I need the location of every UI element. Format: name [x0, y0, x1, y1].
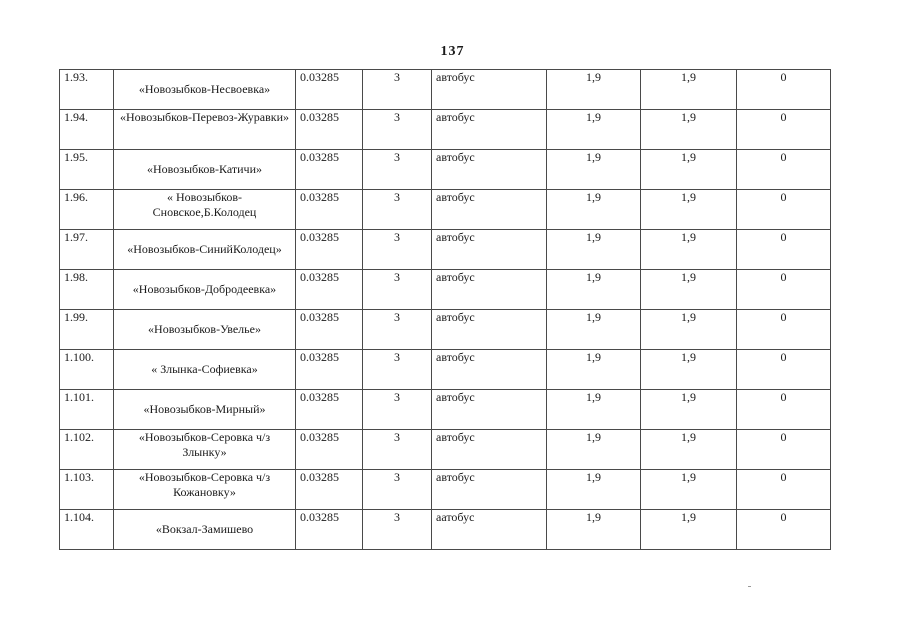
route-name-cell: «Новозыбков-Катичи» — [114, 150, 296, 190]
vehicle-type-cell: автобус — [432, 110, 547, 150]
distance-cell: 0.03285 — [296, 470, 363, 510]
vehicle-type-cell: автобус — [432, 430, 547, 470]
route-name-cell: «Новозыбков-Несвоевка» — [114, 70, 296, 110]
value-1-cell: 1,9 — [547, 510, 641, 550]
row-number-cell: 1.104. — [60, 510, 114, 550]
value-1-cell: 1,9 — [547, 310, 641, 350]
value-2-cell: 1,9 — [641, 230, 737, 270]
value-3-cell: 0 — [737, 470, 831, 510]
vehicle-type-cell: автобус — [432, 350, 547, 390]
route-name-cell: «Новозыбков-Увелье» — [114, 310, 296, 350]
table-row — [60, 270, 831, 310]
count-cell: 3 — [363, 70, 432, 110]
value-3-cell: 0 — [737, 390, 831, 430]
value-1-cell: 1,9 — [547, 190, 641, 230]
value-3-cell: 0 — [737, 430, 831, 470]
table-row — [60, 190, 831, 230]
distance-cell: 0.03285 — [296, 110, 363, 150]
route-name-cell: « Злынка-Софиевка» — [114, 350, 296, 390]
count-cell: 3 — [363, 190, 432, 230]
table-row — [60, 230, 831, 270]
vehicle-type-cell: автобус — [432, 390, 547, 430]
value-2-cell: 1,9 — [641, 350, 737, 390]
table-row — [60, 310, 831, 350]
value-1-cell: 1,9 — [547, 390, 641, 430]
value-3-cell: 0 — [737, 350, 831, 390]
value-2-cell: 1,9 — [641, 270, 737, 310]
value-1-cell: 1,9 — [547, 230, 641, 270]
vehicle-type-cell: автобус — [432, 190, 547, 230]
value-1-cell: 1,9 — [547, 150, 641, 190]
table-row — [60, 110, 831, 150]
value-2-cell: 1,9 — [641, 390, 737, 430]
count-cell: 3 — [363, 430, 432, 470]
distance-cell: 0.03285 — [296, 310, 363, 350]
row-number-cell: 1.100. — [60, 350, 114, 390]
value-2-cell: 1,9 — [641, 430, 737, 470]
value-3-cell: 0 — [737, 190, 831, 230]
distance-cell: 0.03285 — [296, 150, 363, 190]
route-name-cell: «Новозыбков-Мирный» — [114, 390, 296, 430]
route-name-cell: «Новозыбков-Перевоз-Журавки» — [114, 110, 296, 150]
table-row — [60, 150, 831, 190]
route-name-cell: «Вокзал-Замишево — [114, 510, 296, 550]
distance-cell: 0.03285 — [296, 430, 363, 470]
count-cell: 3 — [363, 230, 432, 270]
table-row — [60, 510, 831, 550]
distance-cell: 0.03285 — [296, 70, 363, 110]
value-3-cell: 0 — [737, 230, 831, 270]
row-number-cell: 1.94. — [60, 110, 114, 150]
distance-cell: 0.03285 — [296, 270, 363, 310]
route-name-cell: «Новозыбков-СинийКолодец» — [114, 230, 296, 270]
row-number-cell: 1.101. — [60, 390, 114, 430]
value-1-cell: 1,9 — [547, 110, 641, 150]
value-2-cell: 1,9 — [641, 510, 737, 550]
value-2-cell: 1,9 — [641, 310, 737, 350]
distance-cell: 0.03285 — [296, 390, 363, 430]
distance-cell: 0.03285 — [296, 510, 363, 550]
table-row — [60, 470, 831, 510]
value-2-cell: 1,9 — [641, 470, 737, 510]
value-2-cell: 1,9 — [641, 150, 737, 190]
value-2-cell: 1,9 — [641, 190, 737, 230]
route-name-cell: « Новозыбков-Сновское,Б.Колодец — [114, 190, 296, 230]
count-cell: 3 — [363, 310, 432, 350]
vehicle-type-cell: аатобус — [432, 510, 547, 550]
value-3-cell: 0 — [737, 110, 831, 150]
value-2-cell: 1,9 — [641, 110, 737, 150]
route-name-cell: «Новозыбков-Добродеевка» — [114, 270, 296, 310]
vehicle-type-cell: автобус — [432, 230, 547, 270]
value-3-cell: 0 — [737, 270, 831, 310]
row-number-cell: 1.95. — [60, 150, 114, 190]
value-3-cell: 0 — [737, 70, 831, 110]
count-cell: 3 — [363, 110, 432, 150]
route-name-cell: «Новозыбков-Серовка ч/з Злынку» — [114, 430, 296, 470]
row-number-cell: 1.93. — [60, 70, 114, 110]
vehicle-type-cell: автобус — [432, 270, 547, 310]
value-1-cell: 1,9 — [547, 350, 641, 390]
distance-cell: 0.03285 — [296, 230, 363, 270]
distance-cell: 0.03285 — [296, 350, 363, 390]
count-cell: 3 — [363, 150, 432, 190]
route-name-cell: «Новозыбков-Серовка ч/з Кожановку» — [114, 470, 296, 510]
scan-speck — [748, 586, 751, 587]
count-cell: 3 — [363, 270, 432, 310]
count-cell: 3 — [363, 510, 432, 550]
count-cell: 3 — [363, 470, 432, 510]
row-number-cell: 1.103. — [60, 470, 114, 510]
row-number-cell: 1.99. — [60, 310, 114, 350]
distance-cell: 0.03285 — [296, 190, 363, 230]
value-3-cell: 0 — [737, 310, 831, 350]
value-1-cell: 1,9 — [547, 470, 641, 510]
vehicle-type-cell: автобус — [432, 70, 547, 110]
value-1-cell: 1,9 — [547, 270, 641, 310]
row-number-cell: 1.96. — [60, 190, 114, 230]
row-number-cell: 1.98. — [60, 270, 114, 310]
value-3-cell: 0 — [737, 510, 831, 550]
vehicle-type-cell: автобус — [432, 310, 547, 350]
count-cell: 3 — [363, 350, 432, 390]
table-row — [60, 350, 831, 390]
row-number-cell: 1.102. — [60, 430, 114, 470]
value-2-cell: 1,9 — [641, 70, 737, 110]
value-1-cell: 1,9 — [547, 70, 641, 110]
routes-table — [59, 69, 831, 550]
value-3-cell: 0 — [737, 150, 831, 190]
count-cell: 3 — [363, 390, 432, 430]
table-row — [60, 430, 831, 470]
vehicle-type-cell: автобус — [432, 150, 547, 190]
page-number: 137 — [440, 44, 465, 59]
vehicle-type-cell: автобус — [432, 470, 547, 510]
table-row — [60, 70, 831, 110]
value-1-cell: 1,9 — [547, 430, 641, 470]
row-number-cell: 1.97. — [60, 230, 114, 270]
table-row — [60, 390, 831, 430]
